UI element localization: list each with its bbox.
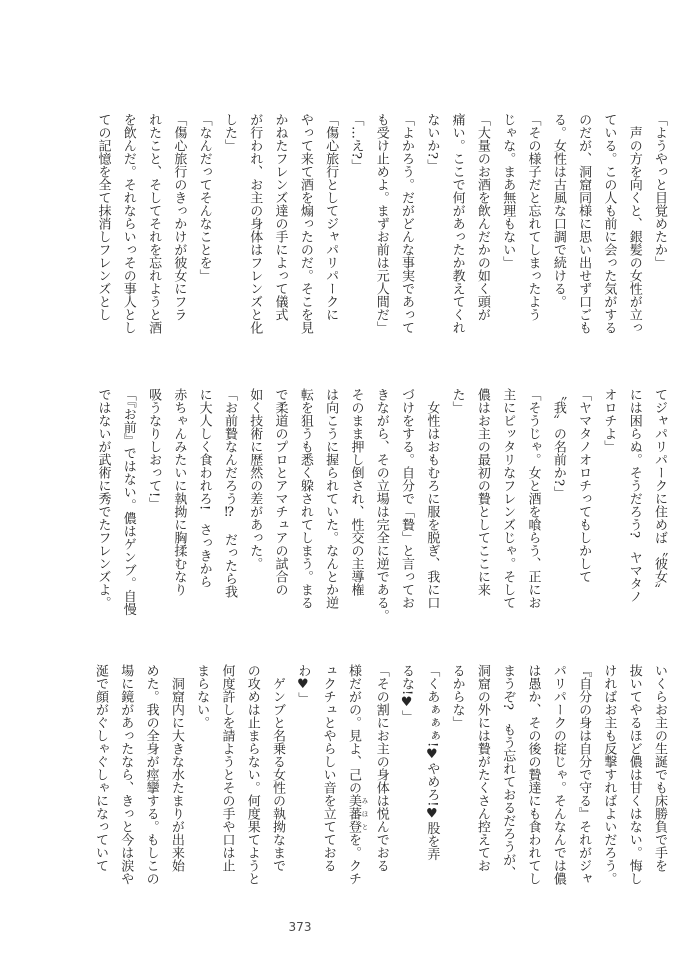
- text-line: の攻めは止まらない。何度果てようと: [244, 664, 260, 885]
- text-line: 抜いてやるほど儂は甘くはない。悔し: [626, 664, 642, 885]
- text-line: 「傷心旅行としてジャパリパークに: [323, 113, 339, 321]
- text-line: かねたフレンズ達の手によって儀式: [272, 113, 288, 321]
- text-line: 如く技術に歴然の差があった。: [247, 388, 263, 570]
- text-line: じゃな。まあ無理もない」: [500, 113, 516, 269]
- text-line: 洞窟内に大きな水たまりが出来始: [168, 664, 184, 872]
- text-line: を飲んだ。それならいっその事人とし: [120, 113, 136, 334]
- text-line: 『自分の身は自分で守る』それがジャ: [576, 664, 592, 885]
- text-line: で柔道のプロとアマチュアの試合の: [272, 388, 288, 596]
- text-line: には困らぬ。そうだろう? ヤマタノ: [626, 388, 642, 603]
- text-line: ュクチュとやらしい音を立てておる: [320, 664, 336, 872]
- text-line: そのまま押し倒され、性交の主導権: [348, 388, 364, 596]
- text-line: 痛い。ここで何があったか教えてくれ: [449, 113, 465, 334]
- text-line: いくらお主の生誕でも床勝負で手を: [652, 664, 667, 872]
- text-band-middle: [86, 388, 672, 622]
- ruby-base-text: 美蕃登: [345, 794, 361, 833]
- text-line: やって来て酒を煽ったのだ。そこを見: [297, 113, 313, 334]
- text-line: まらない。: [194, 664, 210, 729]
- page-number: 373: [288, 920, 312, 934]
- text-line: 「大量のお酒を飲んだかの如く頭が: [474, 113, 490, 321]
- text-line: ないか?」: [424, 113, 440, 172]
- text-line: は愚か、その後の贄達にも食われてし: [525, 664, 541, 885]
- text-line: に大人しく食われろ! さっきから: [196, 388, 212, 589]
- text-line: ての記憶を全て抹消しフレンズとし: [95, 113, 111, 321]
- text-line: きながら、その立場は完全に逆である。: [373, 388, 389, 622]
- text-band-bottom: [86, 664, 672, 890]
- text-line: る。女性は古風な口調で続ける。: [550, 113, 566, 308]
- text-line: 「そうじゃ。女と酒を喰らう、正にお: [525, 388, 541, 609]
- text-line: 涎で顔がぐしゃぐしゃになっていて: [92, 664, 108, 872]
- text-line: 「よかろう。だがどんな事実であって: [399, 113, 415, 334]
- ruby-reading-text: みほと: [360, 794, 369, 833]
- text-line: は向こうに握られていた。なんとか逆: [323, 388, 339, 609]
- text-line: 転を狙うも悉く躱されてしまう。まる: [297, 388, 313, 609]
- text-line: ではないが武術に秀でたフレンズよ。: [95, 388, 111, 609]
- text-line: まうぞ? もう忘れておるだろうが、: [500, 664, 516, 879]
- text-line: めた。我の全身が痙攣する。もしこの: [143, 664, 159, 885]
- text-line: てジャパリパークに住めば〝彼女〟: [652, 388, 667, 596]
- text-line: 洞窟の外には贄がたくさん控えてお: [474, 664, 490, 872]
- text-line: 「ヤマタノオロチってもしかして: [576, 388, 592, 583]
- text-line: 「傷心旅行のきっかけが彼女にフラ: [171, 113, 187, 321]
- text-line: れたこと、そしてそれを忘れようと酒: [146, 113, 162, 334]
- text-line: ている。この人も前に会った気がする: [601, 113, 617, 334]
- text-line: 何度許しを請ようとその手や口は止: [219, 664, 235, 872]
- text-line: オロチよ」: [601, 388, 617, 453]
- text-line: が行われ、お主の身体はフレンズと化: [247, 113, 263, 334]
- text-line: 声の方を向くと、銀髪の女性が立っ: [626, 113, 642, 334]
- text-line: わ♥」: [295, 664, 311, 705]
- text-line: のだが、洞窟同様に思い出せず口ごも: [576, 113, 592, 334]
- text-line: ければお主も反撃すればよいだろう。: [601, 664, 617, 885]
- text-line: 「なんだってそんなことを」: [196, 113, 212, 282]
- text-line: 「『お前』ではない。儂はゲンブ。自慢: [120, 388, 136, 616]
- text-line: 「お前贄なんだろう⁉ だったら我: [221, 388, 237, 598]
- text-line: 「くあぁぁぁ!♥やめろ!♥股を弄: [424, 664, 440, 861]
- text-line: るからな」: [449, 664, 465, 729]
- text-line: 〝我〟の名前か?」: [550, 388, 566, 499]
- text-line: るな!♥」: [399, 664, 415, 724]
- text-line: ゲンブと名乗る女性の執拗なまで: [270, 664, 286, 872]
- text-line: 赤ちゃんみたいに執拗に胸揉むなり: [171, 388, 187, 596]
- text-line: パリパークの掟じゃ。そんなんでは儂: [550, 664, 566, 885]
- text-line: 主にピッタリなフレンズじゃ。そして: [500, 388, 516, 609]
- ruby-before-text: 様だがの。見よ、己の: [345, 664, 361, 794]
- text-line: 「ようやっと目覚めたか」: [652, 113, 667, 269]
- ruby-word: [345, 794, 369, 833]
- ruby-after-text: を。クチ: [345, 833, 361, 885]
- text-band-top: [86, 113, 672, 339]
- text-line: た」: [449, 388, 465, 414]
- text-line: づけをする。自分で「贄」と言ってお: [399, 388, 415, 609]
- text-line: 「その割にお主の身体は悦んでおる: [373, 664, 389, 872]
- text-line: も受け止めよ。まずお前は元人間だ」: [373, 113, 389, 334]
- text-line: 場に鏡があったなら、きっと今は涙や: [118, 664, 134, 885]
- text-line: 「その様子だと忘れてしまったよう: [525, 113, 541, 321]
- text-line: 女性はおもむろに服を脱ぎ、我に口: [424, 388, 440, 609]
- text-line: した」: [221, 113, 237, 152]
- text-line: 吸うなりしおって!」: [146, 388, 162, 511]
- text-line: 儂はお主の最初の贄としてここに来: [474, 388, 490, 596]
- text-line: 「…え?」: [348, 113, 364, 172]
- text-line-with-ruby: [341, 664, 369, 890]
